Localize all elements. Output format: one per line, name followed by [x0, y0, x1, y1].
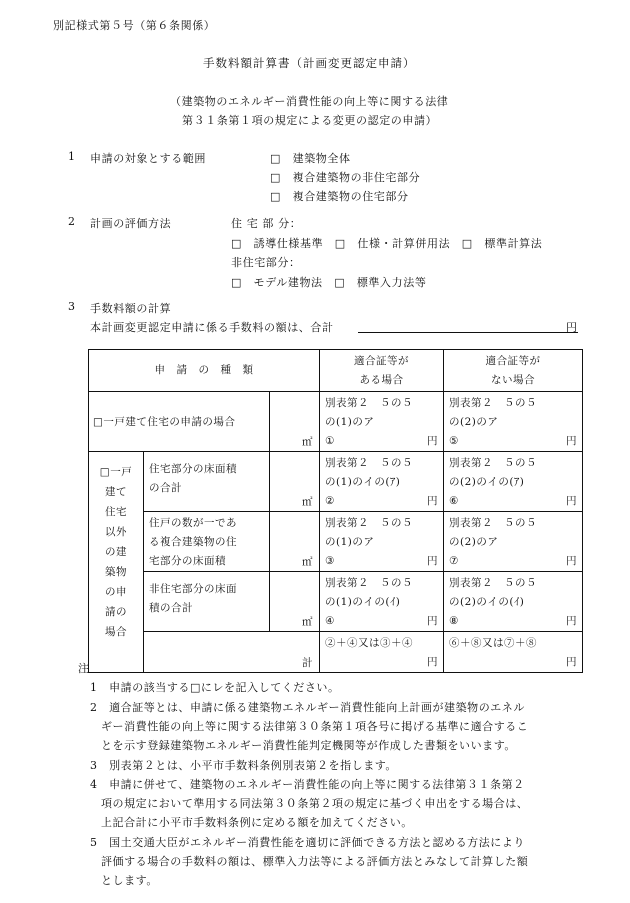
note-4-line-2: 項の規定において準用する同法第３０条第２項の規定に基づく申出をする場合は、: [101, 797, 529, 810]
note-2-line-1: 2 適合証等とは、申請に係る建築物エネルギー消費性能向上計画が建築物のエネル: [90, 701, 525, 714]
residential-floor-area-cell[interactable]: ㎡: [270, 452, 320, 512]
form-number: 別記様式第５号（第６条関係）: [53, 19, 216, 32]
nonresidential-method-options[interactable]: □ モデル建物法 □ 標準入力法等: [231, 276, 427, 289]
section1-number: 1: [68, 150, 76, 163]
section2-number: 2: [68, 215, 76, 228]
section3-label: 手数料額の計算: [90, 302, 172, 315]
total-label-cell: 計: [144, 632, 320, 673]
header-without-certificate: 適合証等が ない場合: [444, 350, 583, 392]
note-5-line-1: 5 国土交通大臣がエネルギー消費性能を適切に評価できる方法と認める方法により: [90, 836, 525, 849]
detached-house-fee-without[interactable]: 別表第２ ５の５ の(2)のア ⑤ 円: [444, 392, 583, 452]
scope-option-residential-part[interactable]: □ 複合建築物の住宅部分: [270, 190, 409, 203]
table-header-row: [89, 350, 583, 392]
section2-label: 計画の評価方法: [90, 217, 172, 230]
total-fee-unit: 円: [566, 321, 578, 334]
note-1: 1 申請の該当する□にレを記入してください。: [90, 681, 340, 694]
note-2-line-3: とを示す登録建築物エネルギー消費性能判定機関等が作成した書類をいいます。: [101, 739, 516, 752]
nonresidential-floor-area-cell[interactable]: ㎡: [270, 572, 320, 632]
note-4-line-3: 上記合計に小平市手数料条例に定める額を加えてください。: [101, 816, 413, 829]
notes-title: 注: [78, 662, 90, 675]
scope-option-nonresidential-part[interactable]: □ 複合建築物の非住宅部分: [270, 171, 421, 184]
single-unit-residential-label: 住戸の数が一であ る複合建築物の住 宅部分の床面積: [144, 512, 270, 572]
note-5-line-2: 評価する場合の手数料の額は、標準入力法等による評価方法とみなして計算した額: [101, 855, 529, 868]
table-row-total: [89, 632, 583, 673]
other-building-side-label[interactable]: □一戸 建て 住宅 以外 の建 築物 の申 請の 場合: [89, 452, 144, 673]
nonresidential-floor-area-label: 非住宅部分の床面 積の合計: [144, 572, 270, 632]
detached-house-fee-with[interactable]: 別表第２ ５の５ の(1)のア ① 円: [320, 392, 444, 452]
subtitle-line-2: 第３１条第１項の規定による変更の認定の申請）: [182, 114, 438, 127]
nonresidential-label: 非住宅部分：: [231, 256, 301, 269]
table-row-single-unit-residential: [89, 512, 583, 572]
residential-floor-area-label: 住宅部分の床面積 の合計: [144, 452, 270, 512]
note-5-line-3: とします。: [101, 874, 158, 887]
note-2-line-2: ギー消費性能の向上等に関する法律第３０条第１項各号に掲げる基準に適合するこ: [101, 720, 529, 733]
single-unit-fee-with[interactable]: 別表第２ ５の５ の(1)のア ③ 円: [320, 512, 444, 572]
note-3: 3 別表第２とは、小平市手数料条例別表第２を指します。: [90, 759, 397, 772]
header-with-certificate: 適合証等が ある場合: [320, 350, 444, 392]
subtitle-line-1: （建築物のエネルギー消費性能の向上等に関する法律: [170, 95, 449, 108]
residential-fee-without[interactable]: 別表第２ ５の５ の(2)のイの(ｱ) ⑥ 円: [444, 452, 583, 512]
nonresidential-fee-without[interactable]: 別表第２ ５の５ の(2)のイの(ｲ) ⑧ 円: [444, 572, 583, 632]
total-fee-text: 本計画変更認定申請に係る手数料の額は、合計: [90, 321, 334, 334]
single-unit-residential-area-cell[interactable]: ㎡: [270, 512, 320, 572]
residential-fee-with[interactable]: 別表第２ ５の５ の(1)のイの(ｱ) ② 円: [320, 452, 444, 512]
residential-method-options[interactable]: □ 誘導仕様基準 □ 仕様・計算併用法 □ 標準計算法: [231, 237, 543, 250]
header-application-type: 申 請 の 種 類: [89, 350, 320, 392]
section3-number: 3: [68, 300, 76, 313]
table-row-detached-house: [89, 392, 583, 452]
detached-house-label[interactable]: □一戸建て住宅の申請の場合: [89, 392, 270, 452]
residential-label: 住 宅 部 分：: [231, 217, 302, 230]
nonresidential-fee-with[interactable]: 別表第２ ５の５ の(1)のイの(ｲ) ④ 円: [320, 572, 444, 632]
table-row-residential-floor-area: [89, 452, 583, 512]
scope-option-whole-building[interactable]: □ 建築物全体: [270, 152, 351, 165]
fee-table: [88, 349, 583, 673]
total-fee-without[interactable]: ⑥＋⑧又は⑦＋⑧ 円: [444, 632, 583, 673]
note-4-line-1: 4 申請に併せて、建築物のエネルギー消費性能の向上等に関する法律第３１条第２: [90, 778, 525, 791]
table-row-nonresidential-floor-area: [89, 572, 583, 632]
total-fee-line[interactable]: [358, 332, 578, 333]
page-title: 手数料額計算書（計画変更認定申請）: [203, 56, 416, 70]
section1-label: 申請の対象とする範囲: [90, 152, 206, 165]
total-fee-with[interactable]: ②＋④又は③＋④ 円: [320, 632, 444, 673]
detached-house-area-cell[interactable]: ㎡: [270, 392, 320, 452]
single-unit-fee-without[interactable]: 別表第２ ５の５ の(2)のア ⑦ 円: [444, 512, 583, 572]
